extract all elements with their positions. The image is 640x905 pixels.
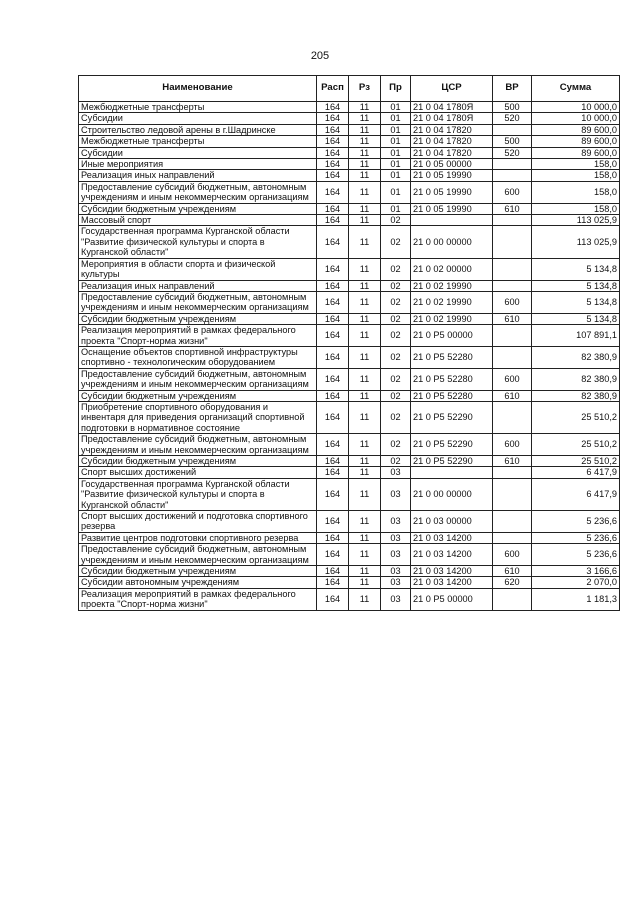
cell-rz: 11: [349, 159, 381, 170]
cell-pr: 02: [381, 456, 411, 467]
cell-csr: 21 0 P5 52290: [411, 401, 493, 433]
page-number: 205: [310, 50, 330, 62]
header-rz: Рз: [349, 76, 381, 102]
cell-vr: 500: [493, 136, 532, 147]
cell-name: Иные мероприятия: [79, 159, 317, 170]
cell-rasp: 164: [317, 226, 349, 258]
cell-rasp: 164: [317, 325, 349, 347]
cell-rasp: 164: [317, 170, 349, 181]
cell-rz: 11: [349, 577, 381, 588]
cell-name: Межбюджетные трансферты: [79, 102, 317, 113]
table-row: [79, 181, 620, 203]
cell-name: Субсидии автономным учреждениям: [79, 577, 317, 588]
cell-rz: 11: [349, 401, 381, 433]
cell-sum: 158,0: [532, 203, 620, 214]
cell-vr: [493, 467, 532, 478]
cell-rasp: 164: [317, 544, 349, 566]
cell-pr: 01: [381, 203, 411, 214]
cell-vr: [493, 124, 532, 135]
table-row: [79, 159, 620, 170]
cell-pr: 02: [381, 368, 411, 390]
cell-sum: 5 134,8: [532, 280, 620, 291]
cell-csr: 21 0 P5 52290: [411, 434, 493, 456]
cell-sum: 158,0: [532, 170, 620, 181]
cell-rasp: 164: [317, 434, 349, 456]
cell-rasp: 164: [317, 313, 349, 324]
cell-name: Государственная программа Курганской области "Развитие физической культуры и спорта в Курганской области": [79, 226, 317, 258]
cell-csr: 21 0 P5 00000: [411, 588, 493, 610]
cell-rz: 11: [349, 258, 381, 280]
cell-csr: 21 0 03 14200: [411, 532, 493, 543]
cell-pr: 02: [381, 325, 411, 347]
cell-sum: 107 891,1: [532, 325, 620, 347]
cell-pr: 01: [381, 147, 411, 158]
cell-sum: 6 417,9: [532, 467, 620, 478]
cell-vr: [493, 280, 532, 291]
cell-rz: 11: [349, 532, 381, 543]
cell-pr: 02: [381, 280, 411, 291]
cell-pr: 02: [381, 313, 411, 324]
table-row: [79, 544, 620, 566]
cell-vr: [493, 159, 532, 170]
cell-rasp: 164: [317, 368, 349, 390]
cell-csr: 21 0 05 19990: [411, 170, 493, 181]
cell-sum: 10 000,0: [532, 113, 620, 124]
cell-rz: 11: [349, 313, 381, 324]
cell-sum: 82 380,9: [532, 390, 620, 401]
cell-sum: 5 134,8: [532, 313, 620, 324]
cell-name: Субсидии бюджетным учреждениям: [79, 390, 317, 401]
cell-sum: 89 600,0: [532, 147, 620, 158]
cell-vr: 600: [493, 181, 532, 203]
cell-vr: 610: [493, 390, 532, 401]
cell-vr: 620: [493, 577, 532, 588]
cell-sum: 113 025,9: [532, 215, 620, 226]
table-row: [79, 566, 620, 577]
cell-sum: 89 600,0: [532, 136, 620, 147]
cell-csr: 21 0 03 14200: [411, 566, 493, 577]
cell-name: Массовый спорт: [79, 215, 317, 226]
cell-rasp: 164: [317, 577, 349, 588]
cell-pr: 03: [381, 532, 411, 543]
cell-rz: 11: [349, 434, 381, 456]
table-row: [79, 102, 620, 113]
cell-pr: 01: [381, 102, 411, 113]
cell-rasp: 164: [317, 136, 349, 147]
cell-pr: 02: [381, 215, 411, 226]
cell-csr: 21 0 04 17820: [411, 136, 493, 147]
table-row: [79, 226, 620, 258]
cell-vr: 500: [493, 102, 532, 113]
cell-pr: 03: [381, 544, 411, 566]
cell-name: Реализация мероприятий в рамках федерального проекта "Спорт-норма жизни": [79, 325, 317, 347]
cell-vr: 600: [493, 291, 532, 313]
cell-sum: 25 510,2: [532, 434, 620, 456]
table-row: [79, 124, 620, 135]
cell-rz: 11: [349, 346, 381, 368]
table-header-row: [79, 76, 620, 102]
table-row: [79, 113, 620, 124]
cell-rasp: 164: [317, 478, 349, 510]
table-row: [79, 511, 620, 533]
cell-vr: 610: [493, 203, 532, 214]
cell-sum: 82 380,9: [532, 368, 620, 390]
cell-csr: 21 0 00 00000: [411, 478, 493, 510]
table-row: [79, 136, 620, 147]
cell-rz: 11: [349, 588, 381, 610]
cell-csr: [411, 215, 493, 226]
cell-name: Реализация мероприятий в рамках федерального проекта "Спорт-норма жизни": [79, 588, 317, 610]
cell-vr: [493, 401, 532, 433]
cell-csr: 21 0 05 19990: [411, 181, 493, 203]
cell-rasp: 164: [317, 467, 349, 478]
cell-name: Субсидии: [79, 113, 317, 124]
header-pr: Пр: [381, 76, 411, 102]
cell-sum: 5 134,8: [532, 258, 620, 280]
cell-vr: [493, 478, 532, 510]
cell-pr: 01: [381, 113, 411, 124]
cell-rasp: 164: [317, 102, 349, 113]
cell-name: Государственная программа Курганской области "Развитие физической культуры и спорта в Курганской области": [79, 478, 317, 510]
cell-rasp: 164: [317, 390, 349, 401]
cell-sum: 5 236,6: [532, 532, 620, 543]
cell-rasp: 164: [317, 147, 349, 158]
cell-rasp: 164: [317, 511, 349, 533]
cell-rasp: 164: [317, 401, 349, 433]
cell-vr: [493, 226, 532, 258]
cell-rz: 11: [349, 456, 381, 467]
cell-rz: 11: [349, 291, 381, 313]
cell-csr: 21 0 04 1780Я: [411, 113, 493, 124]
cell-name: Строительство ледовой арены в г.Шадринске: [79, 124, 317, 135]
cell-pr: 03: [381, 588, 411, 610]
cell-sum: 5 236,6: [532, 544, 620, 566]
cell-rz: 11: [349, 102, 381, 113]
cell-rz: 11: [349, 280, 381, 291]
cell-rz: 11: [349, 478, 381, 510]
cell-name: Межбюджетные трансферты: [79, 136, 317, 147]
cell-name: Реализация иных направлений: [79, 280, 317, 291]
cell-rz: 11: [349, 203, 381, 214]
cell-rz: 11: [349, 147, 381, 158]
table-row: [79, 346, 620, 368]
table-row: [79, 532, 620, 543]
table-row: [79, 215, 620, 226]
cell-pr: 02: [381, 258, 411, 280]
cell-vr: 600: [493, 368, 532, 390]
table-row: [79, 478, 620, 510]
table-row: [79, 368, 620, 390]
cell-pr: 02: [381, 291, 411, 313]
cell-sum: 5 134,8: [532, 291, 620, 313]
cell-sum: 158,0: [532, 181, 620, 203]
cell-name: Предоставление субсидий бюджетным, автономным учреждениям и иным некоммерческим организациям: [79, 544, 317, 566]
cell-rz: 11: [349, 325, 381, 347]
cell-pr: 01: [381, 159, 411, 170]
table-row: [79, 588, 620, 610]
cell-name: Предоставление субсидий бюджетным, автономным учреждениям и иным некоммерческим организациям: [79, 181, 317, 203]
cell-sum: 3 166,6: [532, 566, 620, 577]
cell-csr: 21 0 04 17820: [411, 124, 493, 135]
table-row: [79, 291, 620, 313]
cell-rasp: 164: [317, 456, 349, 467]
cell-csr: 21 0 05 19990: [411, 203, 493, 214]
cell-sum: 5 236,6: [532, 511, 620, 533]
cell-csr: 21 0 04 17820: [411, 147, 493, 158]
cell-rz: 11: [349, 467, 381, 478]
cell-rz: 11: [349, 181, 381, 203]
cell-rasp: 164: [317, 181, 349, 203]
cell-name: Приобретение спортивного оборудования и инвентаря для приведения организаций спортивной подготовки в нормативное состояние: [79, 401, 317, 433]
cell-vr: [493, 511, 532, 533]
cell-csr: 21 0 00 00000: [411, 226, 493, 258]
cell-rasp: 164: [317, 113, 349, 124]
cell-rz: 11: [349, 113, 381, 124]
cell-vr: [493, 346, 532, 368]
table-row: [79, 456, 620, 467]
cell-sum: 1 181,3: [532, 588, 620, 610]
table-row: [79, 280, 620, 291]
cell-name: Предоставление субсидий бюджетным, автономным учреждениям и иным некоммерческим организациям: [79, 368, 317, 390]
cell-name: Спорт высших достижений и подготовка спортивного резерва: [79, 511, 317, 533]
header-vr: ВР: [493, 76, 532, 102]
cell-csr: 21 0 P5 52290: [411, 456, 493, 467]
cell-csr: 21 0 03 00000: [411, 511, 493, 533]
cell-vr: 600: [493, 434, 532, 456]
cell-sum: 158,0: [532, 159, 620, 170]
cell-name: Предоставление субсидий бюджетным, автономным учреждениям и иным некоммерческим организациям: [79, 434, 317, 456]
cell-name: Спорт высших достижений: [79, 467, 317, 478]
table-row: [79, 170, 620, 181]
cell-rasp: 164: [317, 346, 349, 368]
cell-rz: 11: [349, 368, 381, 390]
cell-rasp: 164: [317, 203, 349, 214]
cell-csr: 21 0 04 1780Я: [411, 102, 493, 113]
cell-csr: 21 0 02 19990: [411, 280, 493, 291]
cell-name: Мероприятия в области спорта и физической культуры: [79, 258, 317, 280]
cell-rasp: 164: [317, 291, 349, 313]
cell-sum: 25 510,2: [532, 456, 620, 467]
table-row: [79, 325, 620, 347]
cell-rz: 11: [349, 215, 381, 226]
header-rasp: Расп: [317, 76, 349, 102]
cell-pr: 02: [381, 226, 411, 258]
cell-rz: 11: [349, 390, 381, 401]
cell-vr: [493, 532, 532, 543]
cell-sum: 6 417,9: [532, 478, 620, 510]
cell-vr: [493, 588, 532, 610]
cell-pr: 03: [381, 467, 411, 478]
cell-sum: 113 025,9: [532, 226, 620, 258]
cell-name: Предоставление субсидий бюджетным, автономным учреждениям и иным некоммерческим организациям: [79, 291, 317, 313]
cell-rasp: 164: [317, 588, 349, 610]
cell-vr: [493, 325, 532, 347]
cell-csr: 21 0 P5 00000: [411, 325, 493, 347]
cell-name: Оснащение объектов спортивной инфраструктуры спортивно - технологическим оборудованием: [79, 346, 317, 368]
cell-name: Реализация иных направлений: [79, 170, 317, 181]
cell-rz: 11: [349, 544, 381, 566]
cell-pr: 01: [381, 136, 411, 147]
cell-csr: 21 0 05 00000: [411, 159, 493, 170]
table-row: [79, 390, 620, 401]
cell-sum: 2 070,0: [532, 577, 620, 588]
cell-pr: 03: [381, 577, 411, 588]
cell-vr: 600: [493, 544, 532, 566]
cell-name: Субсидии: [79, 147, 317, 158]
table-row: [79, 467, 620, 478]
table-body: [79, 102, 620, 611]
table-row: [79, 313, 620, 324]
cell-rz: 11: [349, 124, 381, 135]
cell-csr: 21 0 02 19990: [411, 313, 493, 324]
cell-vr: [493, 215, 532, 226]
table-row: [79, 434, 620, 456]
cell-pr: 01: [381, 124, 411, 135]
cell-vr: 610: [493, 456, 532, 467]
cell-pr: 01: [381, 181, 411, 203]
cell-pr: 02: [381, 434, 411, 456]
cell-csr: 21 0 03 14200: [411, 544, 493, 566]
cell-rasp: 164: [317, 258, 349, 280]
cell-rz: 11: [349, 226, 381, 258]
cell-vr: [493, 170, 532, 181]
cell-sum: 25 510,2: [532, 401, 620, 433]
cell-name: Субсидии бюджетным учреждениям: [79, 566, 317, 577]
cell-name: Субсидии бюджетным учреждениям: [79, 456, 317, 467]
table-row: [79, 258, 620, 280]
cell-vr: 610: [493, 566, 532, 577]
table-row: [79, 577, 620, 588]
cell-csr: 21 0 02 19990: [411, 291, 493, 313]
cell-sum: 89 600,0: [532, 124, 620, 135]
cell-sum: 10 000,0: [532, 102, 620, 113]
cell-rasp: 164: [317, 124, 349, 135]
cell-rasp: 164: [317, 215, 349, 226]
cell-csr: [411, 467, 493, 478]
cell-rz: 11: [349, 566, 381, 577]
table-row: [79, 203, 620, 214]
budget-table: [78, 75, 620, 611]
cell-pr: 03: [381, 511, 411, 533]
cell-sum: 82 380,9: [532, 346, 620, 368]
cell-vr: [493, 258, 532, 280]
cell-csr: 21 0 P5 52280: [411, 346, 493, 368]
cell-vr: 610: [493, 313, 532, 324]
cell-csr: 21 0 02 00000: [411, 258, 493, 280]
cell-rz: 11: [349, 136, 381, 147]
cell-pr: 03: [381, 478, 411, 510]
cell-rasp: 164: [317, 159, 349, 170]
cell-pr: 03: [381, 566, 411, 577]
cell-name: Субсидии бюджетным учреждениям: [79, 313, 317, 324]
cell-rasp: 164: [317, 532, 349, 543]
table-row: [79, 401, 620, 433]
cell-pr: 02: [381, 401, 411, 433]
header-sum: Сумма: [532, 76, 620, 102]
cell-pr: 02: [381, 390, 411, 401]
header-csr: ЦСР: [411, 76, 493, 102]
cell-name: Развитие центров подготовки спортивного резерва: [79, 532, 317, 543]
cell-vr: 520: [493, 147, 532, 158]
cell-csr: 21 0 P5 52280: [411, 390, 493, 401]
cell-pr: 01: [381, 170, 411, 181]
header-name: Наименование: [79, 76, 317, 102]
cell-csr: 21 0 03 14200: [411, 577, 493, 588]
cell-rz: 11: [349, 511, 381, 533]
cell-rasp: 164: [317, 566, 349, 577]
cell-rz: 11: [349, 170, 381, 181]
cell-rasp: 164: [317, 280, 349, 291]
cell-vr: 520: [493, 113, 532, 124]
cell-name: Субсидии бюджетным учреждениям: [79, 203, 317, 214]
cell-pr: 02: [381, 346, 411, 368]
cell-csr: 21 0 P5 52280: [411, 368, 493, 390]
table-row: [79, 147, 620, 158]
